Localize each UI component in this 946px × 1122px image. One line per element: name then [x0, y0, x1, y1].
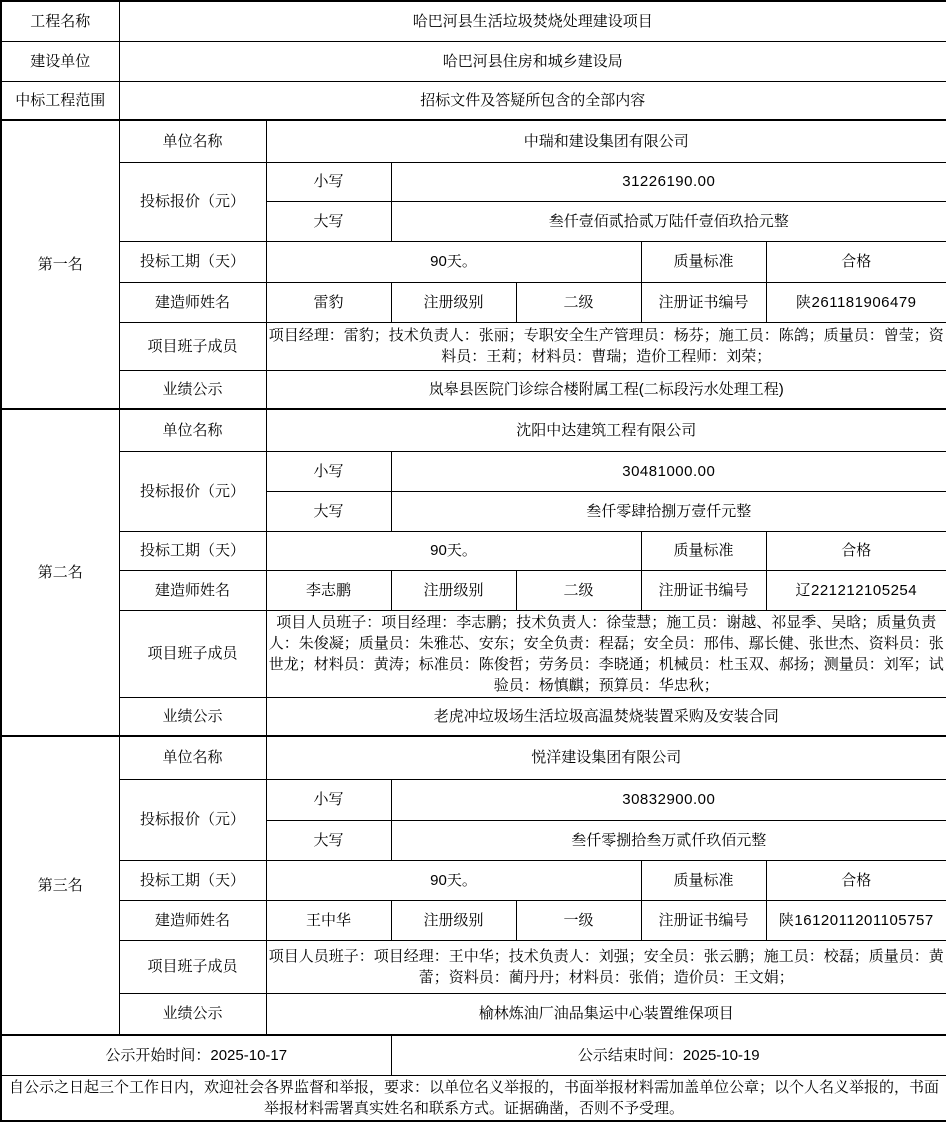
bidder3-duration: 90天。 [266, 860, 641, 900]
bidder1-team: 项目经理：雷豹；技术负责人：张丽；专职安全生产管理员：杨芬；施工员：陈鸽；质量员：曾莹；资料员：王莉；材料员：曹瑞；造价工程师：刘荣； [266, 322, 946, 370]
performance-label: 业绩公示 [119, 697, 266, 736]
row-bidder1-performance [1, 370, 946, 409]
scope-value: 招标文件及答疑所包含的全部内容 [119, 81, 946, 120]
row-bidder1-duration [1, 241, 946, 282]
row-bidder2-duration [1, 531, 946, 570]
row-bidder3-duration [1, 860, 946, 900]
uppercase-label: 大写 [266, 491, 391, 531]
bidder2-cert-no: 辽221212105254 [766, 570, 946, 610]
bidder1-cert-no: 陕261181906479 [766, 282, 946, 322]
row-bidder3-price-num [1, 779, 946, 820]
duration-label: 投标工期（天） [119, 860, 266, 900]
bid-price-label: 投标报价（元） [119, 162, 266, 241]
bidder3-price-capital: 叁仟零捌拾叁万贰仟玖佰元整 [391, 820, 946, 860]
duration-label: 投标工期（天） [119, 531, 266, 570]
bidder2-price-numeric: 30481000.00 [391, 451, 946, 491]
bidder1-duration: 90天。 [266, 241, 641, 282]
builder-name-label: 建造师姓名 [119, 900, 266, 940]
register-level-label: 注册级别 [391, 900, 516, 940]
unit-name-label: 单位名称 [119, 120, 266, 162]
builder-name-label: 建造师姓名 [119, 282, 266, 322]
bidder1-performance: 岚皋县医院门诊综合楼附属工程(二标段污水处理工程) [266, 370, 946, 409]
owner-value: 哈巴河县住房和城乡建设局 [119, 41, 946, 81]
bidder3-price-numeric: 30832900.00 [391, 779, 946, 820]
bidder2-rank: 第二名 [1, 409, 119, 736]
uppercase-label: 大写 [266, 201, 391, 241]
row-bidder2-performance [1, 697, 946, 736]
bidder1-quality: 合格 [766, 241, 946, 282]
bid-price-label: 投标报价（元） [119, 451, 266, 531]
row-bidder3-team [1, 940, 946, 993]
row-bidder1-price-num [1, 162, 946, 201]
row-bidder2-unit [1, 409, 946, 451]
row-bidder1-team [1, 322, 946, 370]
row-bidder2-team [1, 610, 946, 697]
quality-standard-label: 质量标准 [641, 860, 766, 900]
bidder1-price-capital: 叁仟壹佰贰拾贰万陆仟壹佰玖拾元整 [391, 201, 946, 241]
builder-name-label: 建造师姓名 [119, 570, 266, 610]
bidder2-unit-name: 沈阳中达建筑工程有限公司 [266, 409, 946, 451]
bid-price-label: 投标报价（元） [119, 779, 266, 860]
duration-label: 投标工期（天） [119, 241, 266, 282]
bidder2-quality: 合格 [766, 531, 946, 570]
bidder1-builder: 雷豹 [266, 282, 391, 322]
register-level-label: 注册级别 [391, 282, 516, 322]
row-bidder3-performance [1, 993, 946, 1035]
bidder2-price-capital: 叁仟零肆拾捌万壹仟元整 [391, 491, 946, 531]
scope-label: 中标工程范围 [1, 81, 119, 120]
bidder3-rank: 第三名 [1, 736, 119, 1035]
lowercase-label: 小写 [266, 451, 391, 491]
owner-label: 建设单位 [1, 41, 119, 81]
quality-standard-label: 质量标准 [641, 241, 766, 282]
row-bidder3-unit [1, 736, 946, 779]
bidder3-level: 一级 [516, 900, 641, 940]
bidder2-performance: 老虎冲垃圾场生活垃圾高温焚烧装置采购及安装合同 [266, 697, 946, 736]
team-members-label: 项目班子成员 [119, 322, 266, 370]
unit-name-label: 单位名称 [119, 409, 266, 451]
bidder2-builder: 李志鹏 [266, 570, 391, 610]
team-members-label: 项目班子成员 [119, 940, 266, 993]
bidder1-price-numeric: 31226190.00 [391, 162, 946, 201]
quality-standard-label: 质量标准 [641, 531, 766, 570]
bidder3-cert-no: 陕1612011201105757 [766, 900, 946, 940]
bidder3-performance: 榆林炼油厂油品集运中心装置维保项目 [266, 993, 946, 1035]
bidder3-team: 项目人员班子：项目经理：王中华；技术负责人：刘强；安全员：张云鹏；施工员：校磊；质量员：黄蕾；资料员：蔺丹丹；材料员：张俏；造价员：王文娟； [266, 940, 946, 993]
bidder1-unit-name: 中瑞和建设集团有限公司 [266, 120, 946, 162]
bidder3-builder: 王中华 [266, 900, 391, 940]
bidder1-level: 二级 [516, 282, 641, 322]
row-publicity-dates [1, 1035, 946, 1075]
lowercase-label: 小写 [266, 162, 391, 201]
row-bidder2-builder [1, 570, 946, 610]
bidder2-level: 二级 [516, 570, 641, 610]
row-scope [1, 81, 946, 120]
row-project-name [1, 1, 946, 41]
performance-label: 业绩公示 [119, 993, 266, 1035]
row-bidder1-builder [1, 282, 946, 322]
row-bidder2-price-num [1, 451, 946, 491]
bidder3-unit-name: 悦洋建设集团有限公司 [266, 736, 946, 779]
project-name-label: 工程名称 [1, 1, 119, 41]
bidder2-duration: 90天。 [266, 531, 641, 570]
publicity-end-time: 公示结束时间：2025-10-19 [391, 1035, 946, 1075]
bidder2-team: 项目人员班子：项目经理：李志鹏；技术负责人：徐莹慧；施工员：谢越、祁显季、吴晗；质量负责人：朱俊凝；质量员：朱雅芯、安东；安全负责：程磊；安全员：邢伟、鄢长健、张世杰、资料员：张世龙；材料员：黄涛；标准员：陈俊哲；劳务员：李晓通；机械员：杜玉双、郝扬；测量员：刘军；试验员：杨慎麒；预算员：华忠秋； [266, 610, 946, 697]
bidder1-rank: 第一名 [1, 120, 119, 409]
supervision-notice: 自公示之日起三个工作日内，欢迎社会各界监督和举报，要求：以单位名义举报的，书面举报材料需加盖单位公章；以个人名义举报的，书面举报材料需署真实姓名和联系方式。证据确凿，否则不予受理。 [1, 1075, 946, 1121]
bidder3-quality: 合格 [766, 860, 946, 900]
row-owner [1, 41, 946, 81]
project-name-value: 哈巴河县生活垃圾焚烧处理建设项目 [119, 1, 946, 41]
uppercase-label: 大写 [266, 820, 391, 860]
register-cert-label: 注册证书编号 [641, 282, 766, 322]
register-cert-label: 注册证书编号 [641, 900, 766, 940]
unit-name-label: 单位名称 [119, 736, 266, 779]
register-cert-label: 注册证书编号 [641, 570, 766, 610]
row-bidder3-builder [1, 900, 946, 940]
team-members-label: 项目班子成员 [119, 610, 266, 697]
row-bidder1-unit [1, 120, 946, 162]
performance-label: 业绩公示 [119, 370, 266, 409]
register-level-label: 注册级别 [391, 570, 516, 610]
publicity-start-time: 公示开始时间：2025-10-17 [1, 1035, 391, 1075]
lowercase-label: 小写 [266, 779, 391, 820]
